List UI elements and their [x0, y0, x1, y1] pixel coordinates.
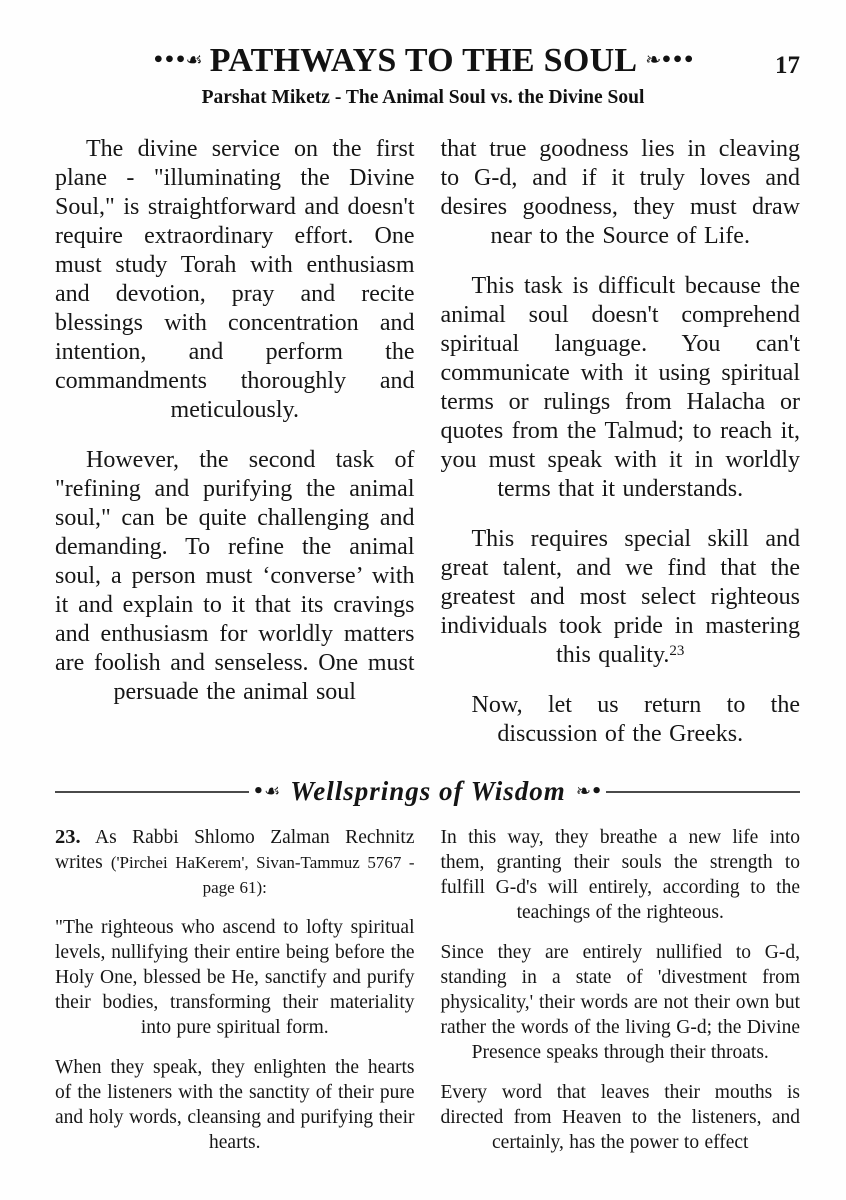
page-title: PATHWAYS TO THE SOUL [209, 42, 638, 79]
footnote-citation: ('Pirchei HaKerem', Sivan-Tammuz 5767 - page 61): [110, 853, 415, 897]
body-column-right [441, 135, 801, 770]
divider-flourish-right-icon: ❧• [575, 781, 603, 802]
paragraph: that true goodness lies in cleaving to G-d, and if it truly loves and desires goodness, they must draw near to the Source of Life. [440, 136, 800, 249]
paragraph: Now, let us return to the discussion of the Greeks. [471, 692, 800, 747]
section-divider [55, 776, 800, 807]
footnote-column-right [441, 825, 801, 1170]
paragraph: However, the second task of "refining and purifying the animal soul," can be quite challenging and demanding. To refine the animal soul, a person must ‘converse’ with it and explain to it that its cravings and enthusiasm for worldly matters are foolish and senseless. One must persuade the animal soul [55, 447, 415, 705]
divider-label: Wellsprings of Wisdom [290, 776, 566, 806]
flourish-left-icon: •••☙ [152, 49, 202, 71]
body-column-left [55, 135, 415, 770]
footnote-attribution [55, 825, 415, 900]
paragraph [441, 525, 801, 670]
paragraph-text: This requires special skill and great talent, and we find that the greatest and most select righteous individuals took pride in mastering this quality. [440, 526, 800, 668]
title-row [0, 42, 846, 80]
footnote-paragraph: In this way, they breathe a new life into them, granting their souls the strength to fulfill G-d's will entirely, according to the teachings of the righteous. [440, 827, 800, 923]
divider-rule-right [606, 791, 800, 793]
page-number: 17 [775, 52, 800, 79]
paragraph: The divine service on the first plane - "illuminating the Divine Soul," is straightforward and doesn't require extraordinary effort. One must study Torah with enthusiasm and devotion, pray and recite blessings with concentration and intention, and perform the commandments thoroughly and meticulously. [55, 136, 415, 423]
footnote-paragraph: "The righteous who ascend to lofty spiritual levels, nullifying their entire being before the Holy One, blessed be He, sanctify and purify their bodies, transforming their materiality into pure spiritual form. [55, 917, 415, 1038]
footnote-number: 23. [55, 826, 81, 848]
footnote-paragraph: Every word that leaves their mouths is directed from Heaven to the listeners, and certainly, has the power to effect [440, 1082, 800, 1153]
chapter-subtitle: Parshat Miketz - The Animal Soul vs. the Divine Soul [201, 87, 645, 108]
footnote-reference: 23 [669, 643, 685, 659]
footnote-paragraph: Since they are entirely nullified to G-d, standing in a state of 'divestment from physicality,' their words are not their own but rather the words of the living G-d; the Divine Presence speaks through their throats. [440, 942, 800, 1063]
divider-rule-left [55, 791, 249, 793]
paragraph: This task is difficult because the animal soul doesn't comprehend spiritual language. You can't communicate with it using spiritual terms or rulings from Halacha or quotes from the Talmud; to reach it, you must speak with it in worldly terms that it understands. [440, 273, 800, 502]
divider-flourish-left-icon: •☙ [252, 781, 281, 802]
footnote-text: As Rabbi Shlomo Zalman Rechnitz writes [55, 827, 415, 873]
footnotes-section [0, 817, 846, 1170]
flourish-right-icon: ❧••• [645, 49, 694, 71]
page-header [0, 0, 846, 109]
body-columns [0, 109, 846, 770]
footnote-column-left [55, 825, 415, 1170]
footnote-paragraph: When they speak, they enlighten the hearts of the listeners with the sanctity of their pure and holy words, cleansing and purifying their hearts. [55, 1057, 415, 1153]
